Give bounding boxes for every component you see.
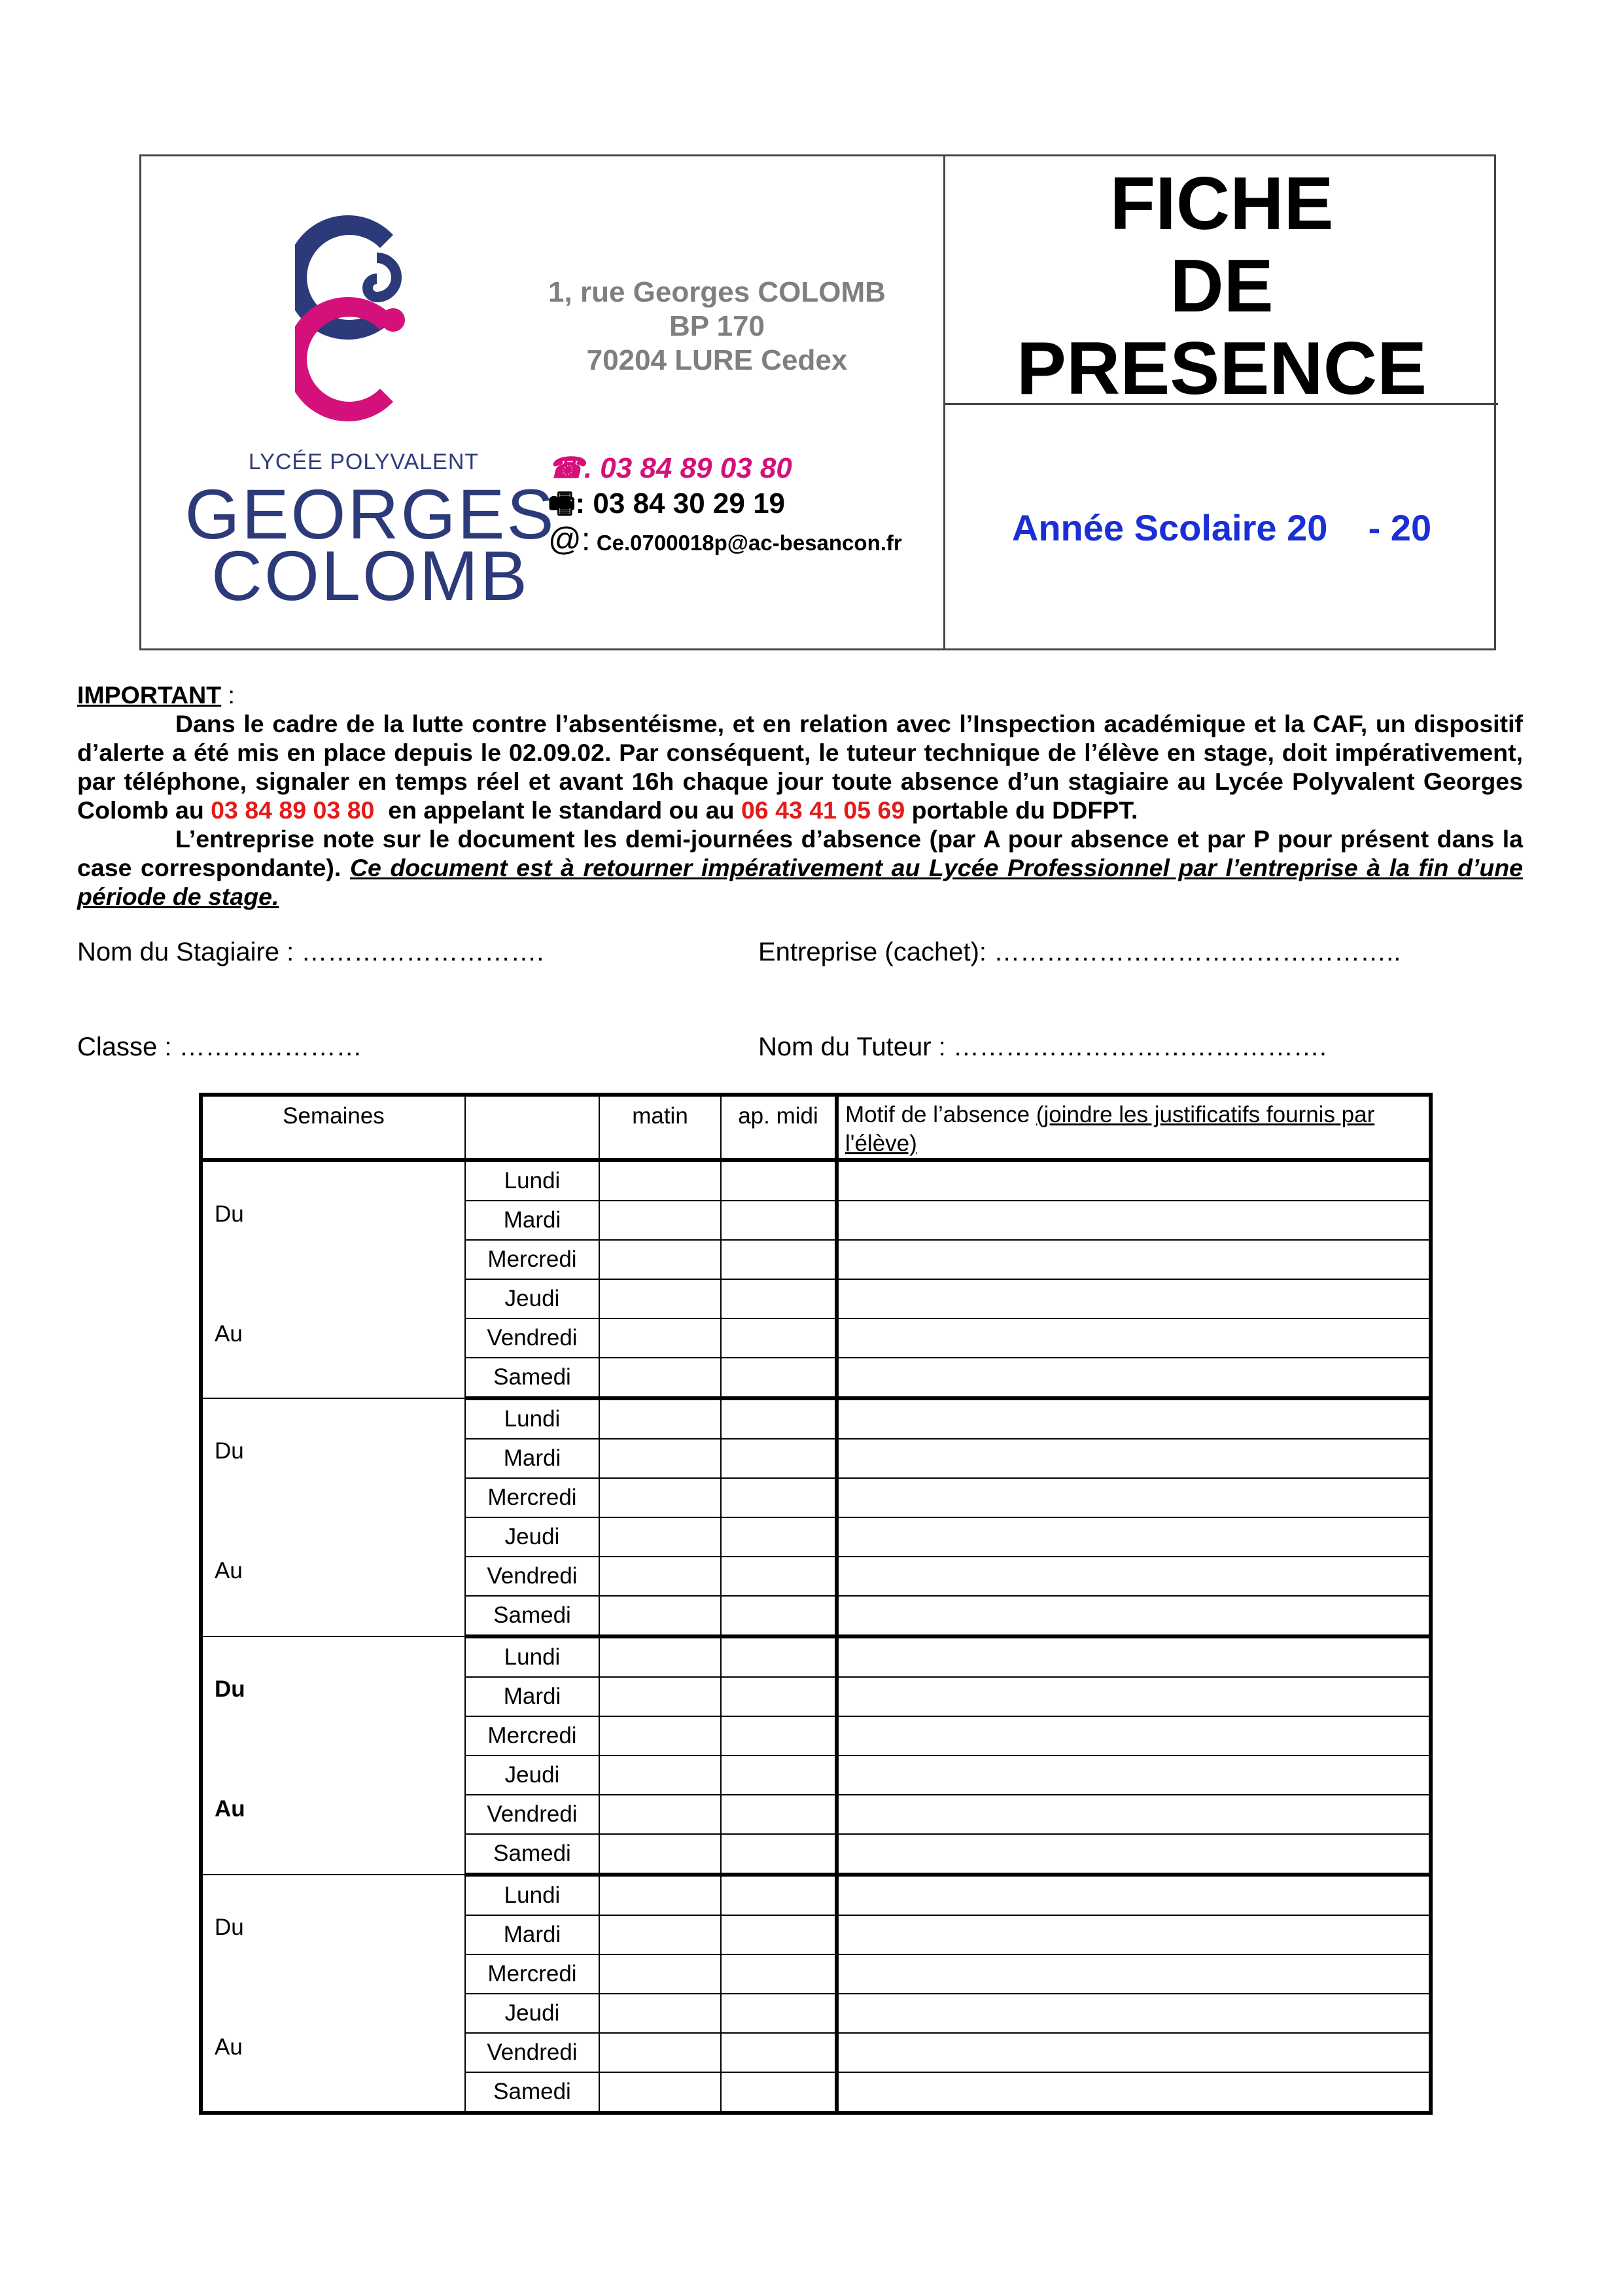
ddfpt-phone-highlight: 06 43 41 05 69 bbox=[741, 796, 905, 824]
header-box bbox=[139, 154, 1496, 650]
school-year bbox=[945, 405, 1498, 650]
table-header-row bbox=[201, 1095, 1431, 1160]
day-cell: Jeudi bbox=[465, 1756, 599, 1795]
logo-subtitle: LYCÉE POLYVALENT bbox=[248, 450, 480, 474]
matin-cell[interactable] bbox=[599, 2072, 721, 2113]
table-row bbox=[201, 1636, 1431, 1677]
phone-row bbox=[548, 451, 941, 486]
apmidi-cell[interactable] bbox=[721, 1795, 837, 1834]
week-au-label: Au bbox=[215, 2034, 243, 2060]
day-cell: Samedi bbox=[465, 1596, 599, 1636]
day-cell: Jeudi bbox=[465, 1994, 599, 2033]
apmidi-cell[interactable] bbox=[721, 1716, 837, 1756]
logo-name bbox=[181, 474, 560, 615]
motif-cell[interactable] bbox=[837, 1915, 1431, 1954]
motif-cell[interactable] bbox=[837, 1517, 1431, 1557]
apmidi-cell[interactable] bbox=[721, 1875, 837, 1915]
header-motif-b: (joindre les justificatifs fournis par l'élève) bbox=[845, 1102, 1375, 1156]
apmidi-cell[interactable] bbox=[721, 1240, 837, 1279]
week-period-cell[interactable] bbox=[201, 1875, 465, 2113]
phone-icon: ☎ bbox=[548, 452, 584, 484]
day-cell: Mercredi bbox=[465, 1716, 599, 1756]
motif-cell[interactable] bbox=[837, 1478, 1431, 1517]
motif-cell[interactable] bbox=[837, 1557, 1431, 1596]
matin-cell[interactable] bbox=[599, 1240, 721, 1279]
motif-cell[interactable] bbox=[837, 1677, 1431, 1716]
important-heading bbox=[77, 680, 1523, 709]
apmidi-cell[interactable] bbox=[721, 1994, 837, 2033]
title-line3: PRESENCE bbox=[1016, 327, 1427, 410]
matin-cell[interactable] bbox=[599, 1834, 721, 1875]
header-motif-a: Motif de l’absence bbox=[845, 1102, 1036, 1127]
week-period-cell[interactable] bbox=[201, 1160, 465, 1398]
apmidi-cell[interactable] bbox=[721, 1358, 837, 1398]
day-cell: Vendredi bbox=[465, 1557, 599, 1596]
apmidi-cell[interactable] bbox=[721, 1517, 837, 1557]
classe-field[interactable]: Classe : ………………… bbox=[77, 1033, 362, 1061]
motif-cell[interactable] bbox=[837, 1834, 1431, 1875]
week-au-label: Au bbox=[215, 1321, 243, 1347]
day-cell: Mardi bbox=[465, 1677, 599, 1716]
matin-cell[interactable] bbox=[599, 1716, 721, 1756]
apmidi-cell[interactable] bbox=[721, 2033, 837, 2072]
motif-cell[interactable] bbox=[837, 1875, 1431, 1915]
day-cell: Mercredi bbox=[465, 1478, 599, 1517]
motif-cell[interactable] bbox=[837, 2072, 1431, 2113]
motif-cell[interactable] bbox=[837, 1954, 1431, 1994]
apmidi-cell[interactable] bbox=[721, 1398, 837, 1439]
apmidi-cell[interactable] bbox=[721, 1834, 837, 1875]
stagiaire-field[interactable]: Nom du Stagiaire : ………………………. bbox=[77, 938, 544, 966]
fax-number: : 03 84 30 29 19 bbox=[575, 487, 786, 520]
apmidi-cell[interactable] bbox=[721, 2072, 837, 2113]
tuteur-field[interactable]: Nom du Tuteur : ……………………………………. bbox=[758, 1033, 1327, 1061]
motif-cell[interactable] bbox=[837, 1636, 1431, 1677]
important-notice bbox=[77, 680, 1523, 911]
address-city: 70204 LURE Cedex bbox=[586, 344, 848, 376]
motif-cell[interactable] bbox=[837, 1201, 1431, 1240]
matin-cell[interactable] bbox=[599, 1994, 721, 2033]
title-line1: FICHE bbox=[1109, 162, 1334, 245]
matin-cell[interactable] bbox=[599, 1677, 721, 1716]
week-du-label: Du bbox=[215, 1676, 245, 1702]
apmidi-cell[interactable] bbox=[721, 1954, 837, 1994]
matin-cell[interactable] bbox=[599, 2033, 721, 2072]
important-label: IMPORTANT bbox=[77, 681, 222, 709]
day-cell: Vendredi bbox=[465, 1795, 599, 1834]
apmidi-cell[interactable] bbox=[721, 1636, 837, 1677]
motif-cell[interactable] bbox=[837, 1279, 1431, 1318]
email-address[interactable]: Ce.0700018p@ac-besancon.fr bbox=[596, 531, 902, 555]
school-contact bbox=[548, 451, 941, 557]
table-row bbox=[201, 1875, 1431, 1915]
day-cell: Lundi bbox=[465, 1636, 599, 1677]
motif-cell[interactable] bbox=[837, 2033, 1431, 2072]
important-colon: : bbox=[221, 681, 235, 709]
school-address bbox=[521, 275, 913, 378]
important-paragraph-1 bbox=[77, 709, 1523, 824]
apmidi-cell[interactable] bbox=[721, 1160, 837, 1201]
address-street: 1, rue Georges COLOMB bbox=[548, 276, 886, 308]
email-row bbox=[548, 521, 941, 557]
matin-cell[interactable] bbox=[599, 1318, 721, 1358]
school-year-text: Année Scolaire 20 - 20 bbox=[1011, 507, 1432, 548]
week-du-label: Du bbox=[215, 1915, 244, 1940]
motif-cell[interactable] bbox=[837, 1240, 1431, 1279]
day-cell: Lundi bbox=[465, 1398, 599, 1439]
important-p2-b: Ce document est à retourner impérativement au Lycée Professionnel par l’entreprise à la fin d’une période de stage. bbox=[77, 854, 1523, 910]
apmidi-cell[interactable] bbox=[721, 1915, 837, 1954]
school-phone-highlight: 03 84 89 03 80 bbox=[211, 796, 375, 824]
motif-cell[interactable] bbox=[837, 1756, 1431, 1795]
day-cell: Mardi bbox=[465, 1439, 599, 1478]
apmidi-cell[interactable] bbox=[721, 1677, 837, 1716]
matin-cell[interactable] bbox=[599, 1517, 721, 1557]
week-au-label: Au bbox=[215, 1796, 245, 1822]
phone-number: . 03 84 89 03 80 bbox=[584, 452, 792, 484]
important-p2-a: L’entreprise note sur le document les demi-journées d’absence (par A pour absence et par P pour présent dans la case correspondante). bbox=[77, 825, 1523, 881]
day-cell: Jeudi bbox=[465, 1279, 599, 1318]
important-p1-b: en appelant le standard ou au bbox=[374, 796, 741, 824]
important-p1-a: Dans le cadre de la lutte contre l’absentéisme, et en relation avec l’Inspection académique et la CAF, un dispositif d’alerte a été mis en place depuis le 02.09.02. Par conséquent, le tuteur technique de l’élève en stage, doit impérativement, par téléphone, signaler en temps réel et avant 16h chaque jour toute absence d’un stagiaire au Lycée Polyvalent Georges Colomb au bbox=[77, 710, 1523, 824]
motif-cell[interactable] bbox=[837, 1318, 1431, 1358]
motif-cell[interactable] bbox=[837, 1160, 1431, 1201]
matin-cell[interactable] bbox=[599, 1201, 721, 1240]
matin-cell[interactable] bbox=[599, 1557, 721, 1596]
week-du-label: Du bbox=[215, 1438, 244, 1464]
motif-cell[interactable] bbox=[837, 1994, 1431, 2033]
important-p1-c: portable du DDFPT. bbox=[905, 796, 1138, 824]
table-row bbox=[201, 1160, 1431, 1201]
header-motif bbox=[837, 1095, 1431, 1160]
page-title bbox=[945, 156, 1498, 410]
apmidi-cell[interactable] bbox=[721, 1756, 837, 1795]
title-line2: DE bbox=[1170, 245, 1274, 328]
motif-cell[interactable] bbox=[837, 1398, 1431, 1439]
motif-cell[interactable] bbox=[837, 1795, 1431, 1834]
apmidi-cell[interactable] bbox=[721, 1279, 837, 1318]
apmidi-cell[interactable] bbox=[721, 1439, 837, 1478]
day-cell: Samedi bbox=[465, 1834, 599, 1875]
matin-cell[interactable] bbox=[599, 1954, 721, 1994]
header-apmidi: ap. midi bbox=[721, 1095, 837, 1160]
fax-icon: 🖷 bbox=[548, 487, 576, 520]
apmidi-cell[interactable] bbox=[721, 1557, 837, 1596]
day-cell: Mercredi bbox=[465, 1240, 599, 1279]
table-row bbox=[201, 1398, 1431, 1439]
day-cell: Vendredi bbox=[465, 1318, 599, 1358]
matin-cell[interactable] bbox=[599, 1596, 721, 1636]
email-prefix: @: bbox=[548, 521, 591, 557]
header-matin: matin bbox=[599, 1095, 721, 1160]
matin-cell[interactable] bbox=[599, 1160, 721, 1201]
week-du-label: Du bbox=[215, 1201, 244, 1227]
day-cell: Mercredi bbox=[465, 1954, 599, 1994]
apmidi-cell[interactable] bbox=[721, 1201, 837, 1240]
motif-cell[interactable] bbox=[837, 1596, 1431, 1636]
day-cell: Mardi bbox=[465, 1915, 599, 1954]
day-cell: Samedi bbox=[465, 2072, 599, 2113]
school-logo bbox=[181, 183, 556, 641]
logo-name-line1: GEORGES bbox=[184, 474, 556, 554]
address-bp: BP 170 bbox=[669, 310, 765, 342]
motif-cell[interactable] bbox=[837, 1716, 1431, 1756]
matin-cell[interactable] bbox=[599, 1875, 721, 1915]
day-cell: Samedi bbox=[465, 1358, 599, 1398]
motif-cell[interactable] bbox=[837, 1358, 1431, 1398]
apmidi-cell[interactable] bbox=[721, 1478, 837, 1517]
gc-monogram-icon bbox=[295, 196, 426, 444]
matin-cell[interactable] bbox=[599, 1915, 721, 1954]
matin-cell[interactable] bbox=[599, 1279, 721, 1318]
day-cell: Mardi bbox=[465, 1201, 599, 1240]
matin-cell[interactable] bbox=[599, 1795, 721, 1834]
logo-name-line2: COLOMB bbox=[211, 536, 530, 615]
day-cell: Lundi bbox=[465, 1160, 599, 1201]
week-au-label: Au bbox=[215, 1558, 243, 1583]
matin-cell[interactable] bbox=[599, 1358, 721, 1398]
motif-cell[interactable] bbox=[837, 1439, 1431, 1478]
matin-cell[interactable] bbox=[599, 1439, 721, 1478]
matin-cell[interactable] bbox=[599, 1398, 721, 1439]
day-cell: Jeudi bbox=[465, 1517, 599, 1557]
fax-row bbox=[548, 486, 941, 521]
header-day bbox=[465, 1095, 599, 1160]
attendance-table bbox=[199, 1093, 1433, 2115]
day-cell: Lundi bbox=[465, 1875, 599, 1915]
week-period-cell[interactable] bbox=[201, 1636, 465, 1875]
week-period-cell[interactable] bbox=[201, 1398, 465, 1636]
important-paragraph-2 bbox=[77, 824, 1523, 911]
matin-cell[interactable] bbox=[599, 1756, 721, 1795]
matin-cell[interactable] bbox=[599, 1636, 721, 1677]
matin-cell[interactable] bbox=[599, 1478, 721, 1517]
apmidi-cell[interactable] bbox=[721, 1318, 837, 1358]
header-semaines: Semaines bbox=[201, 1095, 465, 1160]
entreprise-field[interactable]: Entreprise (cachet): ……………………………………….. bbox=[758, 938, 1401, 966]
apmidi-cell[interactable] bbox=[721, 1596, 837, 1636]
day-cell: Vendredi bbox=[465, 2033, 599, 2072]
